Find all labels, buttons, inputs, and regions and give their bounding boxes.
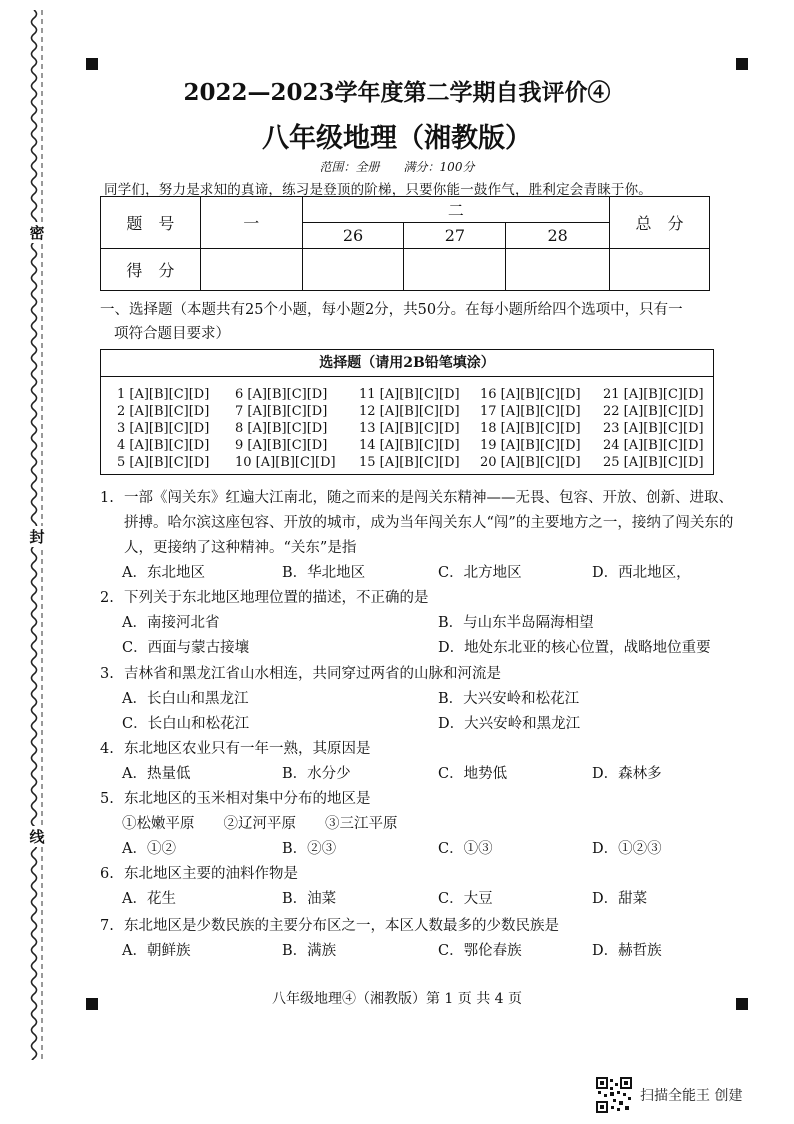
option-row [100,762,740,787]
option-d[interactable]: D．①②③ [592,841,662,857]
question-stem [100,787,740,812]
answer-sheet [100,349,714,475]
option-d[interactable]: D．赫哲族 [592,943,662,959]
question-5 [100,787,740,862]
answer-bubble-row[interactable]: 6 [A][B][C][D] [235,387,328,402]
answer-bubble-row[interactable]: 2 [A][B][C][D] [117,404,210,419]
option-a[interactable]: A．①② [122,841,176,857]
option-row [100,712,740,737]
question-number: 6. [100,866,114,882]
option-c[interactable]: C．北方地区 [438,565,522,581]
question-1 [100,486,740,586]
option-c[interactable]: C．鄂伦春族 [438,943,522,959]
score-cell-total[interactable] [610,249,710,291]
scanner-watermark [596,1077,742,1113]
question-number: 4. [100,741,114,757]
option-row [100,939,740,964]
score-table-sub-col-27: 27 [404,223,506,249]
answer-bubble-row[interactable]: 14 [A][B][C][D] [359,438,460,453]
exam-subtitle: 八年级地理（湘教版） [262,123,532,154]
score-table-row-label-score: 得 分 [101,249,201,291]
question-text: 一部《闯关东》红遍大江南北，随之而来的是闯关东精神——无畏、包容、开放、创新、进取、拼搏。哈尔滨这座包容、开放的城市，成为当年闯关东人“闯”的主要地方之一，接纳了闯关东的人，更接纳了这种精神。“关东”是指 [124,490,734,556]
answer-bubble-row[interactable]: 18 [A][B][C][D] [480,421,581,436]
answer-column [235,386,355,471]
question-number: 7. [100,918,114,934]
score-table-total-label: 总 分 [610,197,710,249]
option-d[interactable]: D．地处东北亚的核心位置，战略地位重要 [438,640,711,656]
answer-bubble-row[interactable]: 20 [A][B][C][D] [480,455,581,470]
exam-scope: 范围：全册 满分：100分 [319,160,475,174]
option-b[interactable]: B．华北地区 [282,565,366,581]
corner-marker-top-right [736,58,748,70]
answer-bubble-row[interactable]: 21 [A][B][C][D] [603,387,704,402]
binding-mark-xian: 线 [26,826,48,847]
option-a[interactable]: A．东北地区 [122,565,205,581]
question-2 [100,586,740,661]
answer-bubble-row[interactable]: 23 [A][B][C][D] [603,421,704,436]
option-d[interactable]: D．大兴安岭和黑龙江 [438,716,581,732]
score-table-col-one: 一 [200,197,302,249]
question-6 [100,862,740,912]
exam-title: 2022—2023学年度第二学期自我评价④ [183,79,611,106]
answer-bubble-row[interactable]: 1 [A][B][C][D] [117,387,210,402]
answer-bubble-row[interactable]: 7 [A][B][C][D] [235,404,328,419]
answer-bubble-row[interactable]: 16 [A][B][C][D] [480,387,581,402]
option-d[interactable]: D．甜菜 [592,891,648,907]
score-table-sub-col-28: 28 [506,223,610,249]
option-c[interactable]: C．长白山和松花江 [122,716,250,732]
option-row [100,561,740,586]
score-cell-26[interactable] [302,249,404,291]
option-row [100,636,740,661]
question-3 [100,662,740,737]
answer-column [603,386,723,471]
option-b[interactable]: B．与山东半岛隔海相望 [438,615,594,631]
answer-bubble-row[interactable]: 11 [A][B][C][D] [359,387,460,402]
question-stem [100,862,740,887]
option-a[interactable]: A．朝鲜族 [122,943,191,959]
option-c[interactable]: C．地势低 [438,766,508,782]
question-text: 东北地区主要的油料作物是 [124,866,298,882]
motto-text: 同学们，努力是求知的真谛，练习是登顶的阶梯，只要你能一鼓作气，胜利定会青睐于你。 [104,182,652,198]
question-stem [100,737,740,762]
answer-bubble-row[interactable]: 22 [A][B][C][D] [603,404,704,419]
scanner-label: 扫描全能王 创建 [640,1088,743,1104]
score-table-col-two: 二 [302,197,609,223]
qr-code-icon [596,1077,632,1113]
section-heading-line2: 项符合题目要求） [114,326,230,342]
answer-bubble-row[interactable]: 24 [A][B][C][D] [603,438,704,453]
question-stem [100,914,740,939]
question-statement-list: ①松嫩平原 ②辽河平原 ③三江平原 [122,816,398,832]
option-b[interactable]: B．②③ [282,841,337,857]
option-a[interactable]: A．热量低 [122,766,191,782]
answer-bubble-row[interactable]: 19 [A][B][C][D] [480,438,581,453]
answer-column [359,386,479,471]
option-b[interactable]: B．大兴安岭和松花江 [438,691,580,707]
question-text: 吉林省和黑龙江省山水相连，共同穿过两省的山脉和河流是 [124,666,501,682]
section-heading-line1: 一、选择题（本题共有25个小题，每小题2分，共50分。在每小题所给四个选项中，只有一 [100,302,683,318]
option-c[interactable]: C．西面与蒙古接壤 [122,640,250,656]
question-text: 东北地区是少数民族的主要分布区之一，本区人数最多的少数民族是 [124,918,559,934]
question-stem [100,486,740,561]
answer-bubble-row[interactable]: 15 [A][B][C][D] [359,455,460,470]
answer-bubble-row[interactable]: 25 [A][B][C][D] [603,455,704,470]
question-7 [100,914,740,964]
option-c[interactable]: C．大豆 [438,891,493,907]
option-b[interactable]: B．水分少 [282,766,351,782]
question-number: 3. [100,666,114,682]
answer-column [117,386,237,471]
score-cell-27[interactable] [404,249,506,291]
binding-mark-feng: 封 [26,526,48,547]
question-number: 5. [100,791,114,807]
question-4 [100,737,740,787]
score-table-row-label-number: 题 号 [101,197,201,249]
page-footer: 八年级地理④（湘教版）第 1 页 共 4 页 [271,991,523,1007]
question-text: 东北地区的玉米相对集中分布的地区是 [124,791,371,807]
question-stem [100,586,740,611]
question-text: 下列关于东北地区地理位置的描述，不正确的是 [124,590,429,606]
question-stem [100,662,740,687]
option-c[interactable]: C．①③ [438,841,493,857]
question-statements [100,812,740,837]
answer-bubble-row[interactable]: 12 [A][B][C][D] [359,404,460,419]
answer-sheet-title: 选择题（请用2B铅笔填涂） [101,350,713,377]
answer-bubble-row[interactable]: 9 [A][B][C][D] [235,438,328,453]
answer-bubble-row[interactable]: 17 [A][B][C][D] [480,404,581,419]
option-b[interactable]: B．满族 [282,943,337,959]
answer-bubble-row[interactable]: 13 [A][B][C][D] [359,421,460,436]
option-d[interactable]: D．西北地区， [592,565,691,581]
score-cell-one[interactable] [200,249,302,291]
option-row [100,887,740,912]
answer-bubble-row[interactable]: 3 [A][B][C][D] [117,421,210,436]
answer-bubble-row[interactable]: 10 [A][B][C][D] [235,455,336,470]
corner-marker-top-left [86,58,98,70]
answer-bubble-row[interactable]: 5 [A][B][C][D] [117,455,210,470]
option-a[interactable]: A．南接河北省 [122,615,220,631]
answer-bubble-row[interactable]: 4 [A][B][C][D] [117,438,210,453]
option-d[interactable]: D．森林多 [592,766,662,782]
option-b[interactable]: B．油菜 [282,891,337,907]
answer-bubble-row[interactable]: 8 [A][B][C][D] [235,421,328,436]
score-cell-28[interactable] [506,249,610,291]
binding-mark-mi: 密 [26,222,48,243]
option-a[interactable]: A．长白山和黑龙江 [122,691,249,707]
option-a[interactable]: A．花生 [122,891,176,907]
option-row [100,611,740,636]
question-number: 1. [100,490,114,506]
question-text: 东北地区农业只有一年一熟，其原因是 [124,741,371,757]
question-number: 2. [100,590,114,606]
score-table-sub-col-26: 26 [302,223,404,249]
option-row [100,837,740,862]
option-row [100,687,740,712]
answer-column [480,386,600,471]
score-table [100,196,710,291]
